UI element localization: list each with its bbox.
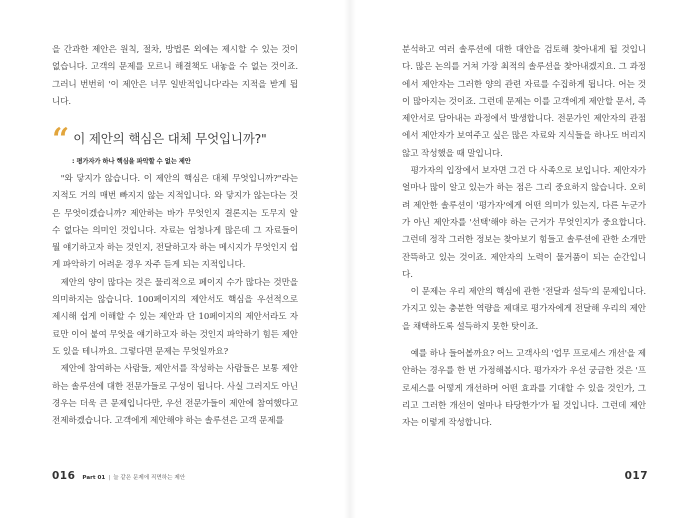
right-page (350, 0, 700, 518)
left-page-number: 016 (52, 470, 76, 482)
quote-mark-icon: “ (52, 122, 70, 157)
right-paragraph-3: 이 문제는 우리 제안의 핵심에 관한 '전달과 설득'의 문제입니다. 가지고 있는 충분한 역량을 제대로 평가자에게 전달해 우리의 제안을 채택하도록 설득하지 못한 탓이죠. (402, 287, 646, 332)
chapter-title: 늘 같은 문제에 직면하는 제안 (113, 475, 186, 481)
section-subtitle: : 평가자가 하나 핵심을 파악할 수 없는 제안 (72, 158, 191, 165)
right-paragraph-2: 평가자의 입장에서 보자면 그건 다 사족으로 보입니다. 제안자가 얼마나 많이 알고 있는가 하는 점은 그리 중요하지 않습니다. 오히려 제안한 솔루션이 '평가자'에게 어떤 의미가 있는지, 다른 누군가가 아닌 제안자를 '선택'해야 하는 근거가 무엇인지가 중요합니다. 그런데 정작 그러한 정보는 찾아보기 힘들고 솔루션에 관한 소개만 잔뜩하고 있는 것이죠. 제안자의 노력이 물거품이 되는 순간입니다. (402, 166, 646, 280)
left-intro-column (52, 42, 298, 111)
left-footer (52, 470, 185, 482)
left-paragraph-2: "와 닿지가 않습니다. 이 제안의 핵심은 대체 무엇입니까?"라는 지적도 거의 매번 빠지지 않는 지적입니다. 와 닿지가 않는다는 것은 무엇이겠습니까? 제안하는 바가 무엇인지 결론지는 도무지 알 수 없다는 의미인 것입니다. 자료는 엄청나게 많은데 그 자료들이 뭘 얘기하고자 하는 것인지, 전달하고자 하는 메시지가 무엇인지 쉽게 파악하기 어려운 경우 자주 듣게 되는 지적입니다. (52, 174, 298, 271)
right-page-number: 017 (624, 470, 648, 482)
footer-separator: | (108, 475, 111, 481)
left-paragraph-1: 을 간과한 제안은 원칙, 절차, 방법론 외에는 제시할 수 있는 것이 없습니다. 고객의 문제를 모르니 해결책도 내놓을 수 없는 것이죠. 그러니 번번히 '이 제안은 너무 일반적입니다'라는 지적을 받게 됩니다. (52, 45, 298, 107)
part-label: Part 01 (82, 475, 106, 481)
section-heading (52, 122, 302, 165)
right-paragraph-4: 예를 하나 들어볼까요? 어느 고객사의 '업무 프로세스 개선'을 제안하는 경우를 한 번 가정해봅시다. 평가자가 우선 궁금한 것은 '프로세스를 어떻게 개선하며 어떤 효과를 기대할 수 있을 것인가, 그리고 그러한 개선이 얼마나 타당한가'가 될 것입니다. 그런데 제안자는 이렇게 작성합니다. (402, 349, 646, 429)
left-paragraph-4: 제안에 참여하는 사람들, 제안서를 작성하는 사람들은 보통 제안하는 솔루션에 대한 전문가들로 구성이 됩니다. 사실 그러지도 아닌 경우는 더욱 큰 문제입니다만, 우선 전문가들이 제안에 참여했다고 전제하겠습니다. 고객에게 제안해야 하는 솔루션은 고객 문제를 (52, 364, 298, 427)
right-paragraph-1: 분석하고 여러 솔루션에 대한 대안을 검토해 찾아내게 될 것입니다. 많은 논의를 거쳐 가장 최적의 솔루션을 찾아내겠지요. 그 과정에서 제안자는 그러한 양의 관련 자료를 수집하게 됩니다. 어는 것이 많아지는 것이죠. 그런데 문제는 이를 고객에게 제안할 문서, 즉 제안서로 담아내는 과정에서 발생합니다. 전문가인 제안자의 관점에서 제안자가 보여주고 싶은 많은 자료와 지식들을 하나도 버리지 않고 작성했을 때 말입니다. (402, 45, 646, 159)
left-paragraph-3: 제안의 양이 많다는 것은 물리적으로 페이지 수가 많다는 것만을 의미하지는 않습니다. 100페이지의 제안서도 핵심을 우선적으로 제시해 쉽게 이해할 수 있는 제안과 단 10페이지의 제안서라도 자료만 이어 붙여 무엇을 얘기하고자 하는 것인지 파악하기 힘든 제안도 있을 테니까요. 그렇다면 문제는 무엇일까요? (52, 277, 298, 357)
section-title: 이 제안의 핵심은 대체 무엇입니까?" (73, 131, 267, 146)
right-bottom-column (402, 346, 646, 432)
left-body-column (52, 171, 298, 430)
right-top-column (402, 42, 646, 336)
